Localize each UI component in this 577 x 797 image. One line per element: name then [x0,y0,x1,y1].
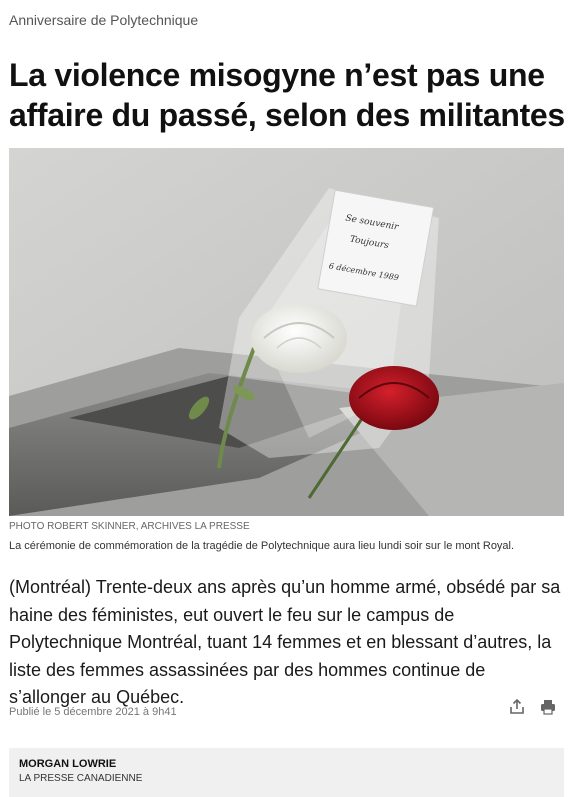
author-box [9,748,564,797]
article-photo[interactable] [9,148,564,516]
article-title: La violence misogyne n’est pas une affaire du passé, selon des militantes [9,57,565,133]
note-line-2: Toujours [348,234,390,252]
share-icon[interactable] [508,698,526,716]
publication-date: Publié le 5 décembre 2021 à 9h41 [9,706,177,718]
section-label[interactable]: Anniversaire de Polytechnique [9,12,199,28]
photo-credit: PHOTO ROBERT SKINNER, ARCHIVES LA PRESSE [9,521,250,532]
author-organization: LA PRESSE CANADIENNE [19,773,143,784]
author-name[interactable]: MORGAN LOWRIE [19,758,117,770]
note-line-1: Se souvenir [344,213,400,233]
note-line-3: 6 décembre 1989 [328,261,400,283]
article-lead: (Montréal) Trente-deux ans après qu’un homme armé, obsédé par sa haine des féministes, eut ouvert le feu sur le campus de Polytechnique Montréal, tuant 14 femmes et en blessant d’autres, la liste des femmes assassinées par des hommes continue de s’allonger au Québec. [9,577,561,707]
print-icon[interactable] [539,698,557,716]
photo-illustration [9,148,564,516]
photo-caption: La cérémonie de commémoration de la tragédie de Polytechnique aura lieu lundi soir sur le mont Royal. [9,540,515,552]
